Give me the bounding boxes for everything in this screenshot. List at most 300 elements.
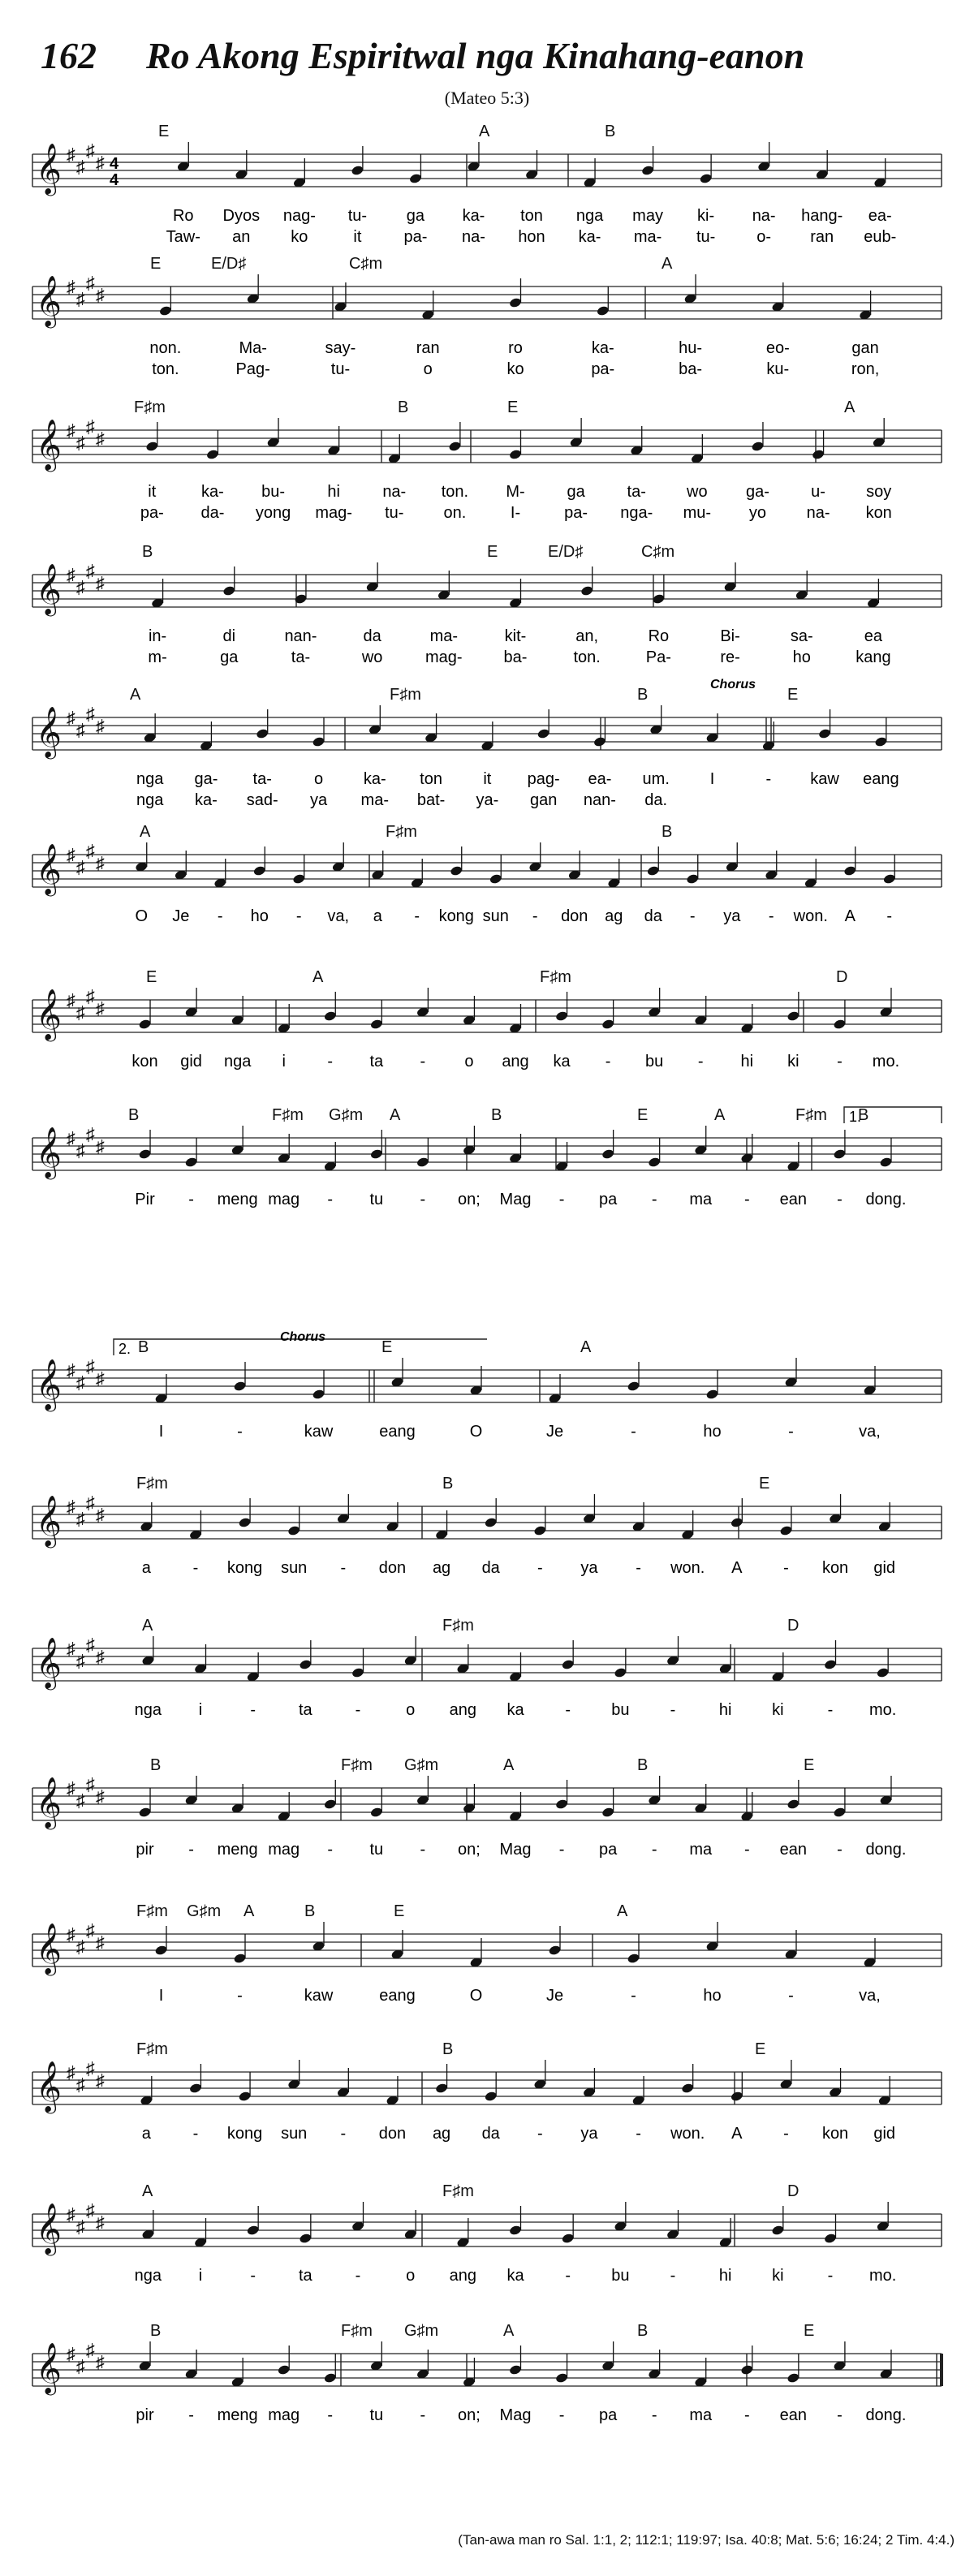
note-head [277, 2364, 291, 2376]
lyric-syllable: - [188, 2406, 194, 2424]
note-head [681, 2083, 695, 2094]
lyric-syllable: bat- [416, 791, 446, 809]
staff-system [32, 543, 942, 666]
lyric-syllable: mag [268, 2406, 300, 2424]
key-sharp: ♯ [96, 998, 105, 1019]
lyric-syllable: na- [752, 207, 776, 225]
lyric-syllable: won. [670, 1559, 705, 1577]
chord-symbol: G♯m [404, 2322, 439, 2340]
note-head [555, 1798, 569, 1810]
note-head [450, 865, 463, 877]
chord-symbol: E [804, 2322, 815, 2340]
lyric-syllable: ka [553, 1053, 571, 1070]
hymn-title: Ro Akong Espiritwal nga Kinahang-eanon [146, 35, 805, 76]
lyric-syllable: ro [508, 339, 523, 357]
lyric-syllable: tu- [330, 360, 351, 378]
lyric-syllable: - [670, 1701, 676, 1719]
lyric-syllable: A [844, 907, 855, 925]
lyric-syllable: nga [134, 2267, 162, 2285]
lyric-syllable: - [768, 907, 774, 925]
treble-clef: 𝄞 [36, 565, 62, 614]
lyric-syllable: - [327, 1053, 334, 1070]
lyric-syllable: ta [298, 2267, 312, 2285]
lyric-syllable: ran [810, 228, 834, 246]
note-head [686, 873, 700, 885]
lyric-syllable: eo- [765, 339, 790, 357]
lyric-syllable: - [689, 907, 696, 925]
note-head [601, 1807, 615, 1818]
lyric-syllable: - [295, 907, 302, 925]
lyric-syllable: na- [382, 483, 407, 501]
staff-system [32, 1330, 942, 1441]
chord-symbol: E [158, 123, 170, 140]
lyric-syllable: dong. [865, 2406, 907, 2424]
lyric-syllable: o- [756, 228, 772, 246]
chord-symbol: B [150, 1756, 162, 1774]
key-sharp: ♯ [86, 986, 95, 1006]
key-sharp: ♯ [86, 2058, 95, 2078]
chord-symbol: E [755, 2040, 766, 2058]
lyric-syllable: na- [806, 504, 830, 522]
lyric-syllable: - [788, 1423, 794, 1441]
lyric-syllable: gid [873, 1559, 896, 1577]
lyric-syllable: - [192, 1559, 199, 1577]
lyric-syllable: nga [134, 1701, 162, 1719]
key-sharp: ♯ [67, 1639, 75, 1659]
key-sharp: ♯ [86, 2200, 95, 2221]
lyric-syllable: ya- [476, 791, 499, 809]
lyric-syllable: kaw [304, 1987, 334, 2005]
chord-symbol: B [304, 1902, 316, 1920]
key-sharp: ♯ [86, 1124, 95, 1144]
treble-clef: 𝄞 [36, 1639, 62, 1687]
key-sharp: ♯ [96, 853, 105, 873]
key-sharp: ♯ [67, 2344, 75, 2364]
staff-system [32, 1902, 942, 2005]
lyric-syllable: gid [873, 2125, 896, 2143]
lyric-syllable: hon [518, 228, 545, 246]
note-head [614, 1667, 627, 1678]
lyric-syllable: kit- [504, 627, 527, 645]
lyric-syllable: o [464, 1053, 474, 1070]
chord-symbol: F♯m [272, 1106, 304, 1124]
lyric-syllable: eub- [864, 228, 897, 246]
chord-symbol: D [787, 1617, 799, 1635]
lyric-syllable: - [188, 1191, 194, 1208]
lyric-syllable: nga [136, 770, 164, 788]
key-sharp: ♯ [86, 140, 95, 161]
lyric-syllable: ka- [195, 791, 218, 809]
key-sharp: ♯ [76, 1936, 85, 1957]
chord-symbol: E/D♯ [548, 543, 584, 561]
lyric-syllable: - [558, 1841, 565, 1859]
key-sharp: ♯ [67, 565, 75, 585]
lyric-syllable: - [636, 1559, 641, 1577]
chord-symbol: B [491, 1106, 502, 1124]
treble-clef: 𝄞 [36, 1360, 62, 1409]
note-head [874, 736, 888, 747]
key-sharp: ♯ [76, 577, 85, 597]
note-head [484, 1517, 498, 1528]
lyric-syllable: I [709, 770, 715, 788]
key-sharp: ♯ [86, 1635, 95, 1655]
lyric-syllable: an [232, 228, 251, 246]
note-head [699, 173, 713, 184]
key-sharp: ♯ [76, 2356, 85, 2376]
lyric-syllable: nag- [282, 207, 316, 225]
chord-symbol: C♯m [641, 543, 675, 561]
lyric-syllable: ya [723, 907, 741, 925]
key-sharp: ♯ [76, 1140, 85, 1161]
ending-number: 2. [119, 1341, 131, 1357]
note-head [409, 173, 423, 184]
key-sharp: ♯ [96, 2352, 105, 2372]
lyric-syllable: ton. [441, 483, 469, 501]
note-head [246, 2225, 260, 2236]
lyric-syllable: won. [793, 907, 828, 925]
key-sharp: ♯ [67, 277, 75, 297]
lyric-syllable: - [670, 2267, 676, 2285]
lyric-syllable: ta- [291, 648, 311, 666]
lyric-syllable: tu [369, 1191, 384, 1208]
lyric-syllable: - [743, 2406, 750, 2424]
lyric-syllable: ma- [360, 791, 390, 809]
key-sharp: ♯ [86, 2340, 95, 2360]
lyric-syllable: - [558, 2406, 565, 2424]
chord-symbol: B [662, 823, 673, 841]
lyric-syllable: eang [379, 1987, 416, 2005]
lyric-syllable: - [837, 2406, 843, 2424]
treble-clef: 𝄞 [36, 420, 62, 469]
note-head [509, 2364, 523, 2376]
note-head [646, 865, 660, 877]
lyric-syllable: - [192, 2125, 199, 2143]
note-head [593, 736, 607, 747]
lyric-syllable: mo. [868, 2267, 897, 2285]
lyric-syllable: - [565, 1701, 571, 1719]
treble-clef: 𝄞 [36, 1924, 62, 1973]
chord-symbol: B [150, 2322, 162, 2340]
lyric-syllable: mo. [872, 1053, 900, 1070]
lyric-syllable: - [250, 2267, 256, 2285]
key-sharp: ♯ [96, 153, 105, 173]
lyric-syllable: ho [792, 648, 811, 666]
chord-symbol: E [507, 398, 519, 416]
scripture-reference: (Mateo 5:3) [444, 88, 530, 108]
key-sharp: ♯ [86, 704, 95, 724]
lyric-syllable: - [837, 1053, 843, 1070]
key-sharp: ♯ [96, 2070, 105, 2091]
note-head [287, 1525, 301, 1536]
lyric-syllable: ean [779, 1191, 808, 1208]
lyric-syllable: u- [811, 483, 825, 501]
lyric-syllable: mu- [683, 504, 712, 522]
lyric-syllable: pa [598, 1841, 618, 1859]
note-head [751, 441, 765, 452]
lyric-syllable: Taw- [166, 228, 200, 246]
lyric-syllable: - [188, 1841, 194, 1859]
lyric-syllable: non. [149, 339, 182, 357]
lyric-syllable: pa- [564, 504, 588, 522]
lyric-syllable: i [198, 2267, 203, 2285]
lyric-syllable: nga [223, 1053, 252, 1070]
lyric-syllable: ma- [429, 627, 459, 645]
treble-clef: 𝄞 [36, 1128, 62, 1177]
lyric-syllable: O [469, 1987, 483, 2005]
chord-symbol: C♯m [349, 255, 383, 273]
lyric-syllable: don [378, 2125, 407, 2143]
chord-symbol: F♯m [442, 2182, 474, 2200]
note-head [238, 1517, 252, 1528]
key-sharp: ♯ [67, 1128, 75, 1148]
key-sharp: ♯ [67, 1778, 75, 1798]
lyric-syllable: ko [506, 360, 524, 378]
note-head [771, 2225, 785, 2236]
note-head [787, 1010, 800, 1022]
lyric-syllable: - [237, 1987, 243, 2005]
lyric-syllable: ag [432, 1559, 451, 1577]
lyric-syllable: mag- [315, 504, 352, 522]
lyric-syllable: sun [482, 907, 509, 925]
lyric-syllable: o [423, 360, 433, 378]
chord-symbol: F♯m [134, 398, 166, 416]
note-head [233, 1953, 247, 1964]
note-head [323, 2372, 337, 2384]
lyric-syllable: I [158, 1987, 164, 2005]
note-head [580, 585, 594, 597]
chord-symbol: B [637, 686, 649, 704]
lyric-syllable: Pa- [645, 648, 671, 666]
lyric-syllable: a [141, 1559, 151, 1577]
lyric-syllable: um. [642, 770, 670, 788]
note-head [824, 2233, 838, 2244]
note-head [448, 441, 462, 452]
lyric-syllable: o [313, 770, 324, 788]
lyric-syllable: - [537, 2125, 543, 2143]
lyric-syllable: ran [416, 339, 440, 357]
key-sharp: ♯ [86, 273, 95, 293]
key-sharp: ♯ [67, 420, 75, 441]
key-sharp: ♯ [96, 1786, 105, 1807]
time-signature-top: 4 [110, 155, 119, 173]
lyric-syllable: ma [689, 1841, 713, 1859]
lyric-syllable: on. [443, 504, 467, 522]
lyric-syllable: Pag- [235, 360, 270, 378]
lyric-syllable: - [420, 1053, 426, 1070]
chord-symbol: E [637, 1106, 649, 1124]
note-head [555, 2372, 569, 2384]
lyric-syllable: da- [200, 504, 225, 522]
note-head [145, 441, 159, 452]
lyric-syllable: - [250, 1701, 256, 1719]
lyric-syllable: ang [449, 2267, 477, 2285]
chord-symbol: A [662, 255, 673, 273]
lyric-syllable: - [783, 1559, 789, 1577]
chord-symbol: B [398, 398, 409, 416]
lyric-syllable: kon [821, 1559, 849, 1577]
lyric-syllable: eang [379, 1423, 416, 1441]
lyric-syllable: kon [821, 2125, 849, 2143]
lyric-syllable: Je [545, 1423, 564, 1441]
lyric-syllable: ki [787, 1053, 799, 1070]
note-head [351, 1667, 365, 1678]
chord-symbol: F♯m [540, 968, 571, 986]
lyric-syllable: - [327, 2406, 334, 2424]
note-head [159, 305, 173, 317]
staff-system [32, 678, 942, 809]
lyric-syllable: - [827, 2267, 834, 2285]
lyric-syllable: tu- [347, 207, 368, 225]
staff-system [32, 2040, 942, 2143]
lyric-syllable: ka- [591, 339, 614, 357]
lyric-syllable: - [355, 2267, 361, 2285]
lyric-syllable: yong [255, 504, 291, 522]
chord-symbol: E [146, 968, 157, 986]
chord-symbol: A [142, 1617, 153, 1635]
lyric-syllable: on; [458, 1841, 481, 1859]
lyric-syllable: ma [689, 1191, 713, 1208]
lyric-syllable: - [886, 907, 893, 925]
treble-clef: 𝄞 [36, 2344, 62, 2393]
note-head [435, 2083, 449, 2094]
treble-clef: 𝄞 [36, 277, 62, 325]
note-head [561, 1659, 575, 1670]
lyric-syllable: bu [645, 1053, 664, 1070]
footer-references: (Tan-awa man ro Sal. 1:1, 2; 112:1; 119:97; Isa. 40:8; Mat. 5:6; 16:24; 2 Tim. 4:4.) [458, 2532, 955, 2548]
lyric-syllable: it [353, 228, 362, 246]
chord-symbol: B [442, 2040, 454, 2058]
key-sharp: ♯ [67, 144, 75, 165]
treble-clef: 𝄞 [36, 1497, 62, 1545]
chord-symbol: F♯m [136, 2040, 168, 2058]
note-head [323, 1010, 337, 1022]
note-head [351, 165, 364, 176]
staff-system [32, 398, 942, 522]
lyric-syllable: ron, [851, 360, 880, 378]
note-head [548, 1945, 562, 1956]
lyric-syllable: - [651, 2406, 657, 2424]
key-sharp: ♯ [76, 1509, 85, 1529]
lyric-syllable: ba- [679, 360, 703, 378]
lyric-syllable: pa- [403, 228, 428, 246]
lyric-syllable: on; [458, 2406, 481, 2424]
lyric-syllable: say- [325, 339, 356, 357]
chord-symbol: D [787, 2182, 799, 2200]
chord-symbol: A [580, 1338, 592, 1356]
lyric-syllable: ka [506, 1701, 524, 1719]
key-sharp: ♯ [67, 2204, 75, 2225]
lyric-syllable: Je [172, 907, 190, 925]
key-sharp: ♯ [96, 429, 105, 449]
key-sharp: ♯ [76, 2216, 85, 2237]
chord-symbol: B [637, 1756, 649, 1774]
key-sharp: ♯ [96, 2212, 105, 2233]
lyric-syllable: ean [779, 1841, 808, 1859]
lyric-syllable: soy [866, 483, 892, 501]
lyric-syllable: bu- [261, 483, 285, 501]
lyric-syllable: ho [250, 907, 269, 925]
lyric-syllable: - [217, 907, 223, 925]
lyric-syllable: a [141, 2125, 151, 2143]
staff-system [32, 968, 942, 1070]
key-sharp: ♯ [86, 841, 95, 861]
note-head [555, 1010, 569, 1022]
chord-symbol: F♯m [341, 1756, 373, 1774]
lyric-syllable: i [198, 1701, 203, 1719]
lyric-syllable: in- [148, 627, 167, 645]
lyric-syllable: ku- [766, 360, 790, 378]
lyric-syllable: - [327, 1191, 334, 1208]
lyric-syllable: va, [859, 1423, 881, 1441]
chord-symbol: F♯m [795, 1106, 827, 1124]
lyric-syllable: - [340, 1559, 347, 1577]
lyric-syllable: ka- [462, 207, 485, 225]
lyric-syllable: - [765, 770, 772, 788]
chord-symbol: F♯m [341, 2322, 373, 2340]
chord-symbol: F♯m [386, 823, 417, 841]
note-head [238, 2091, 252, 2102]
lyric-syllable: ka [506, 2267, 524, 2285]
lyric-syllable: A [731, 2125, 743, 2143]
lyric-syllable: va, [327, 907, 350, 925]
lyric-syllable: - [605, 1053, 611, 1070]
lyric-syllable: wo [687, 483, 708, 501]
note-head [596, 305, 610, 317]
lyric-syllable: - [743, 1191, 750, 1208]
chord-symbol: F♯m [136, 1475, 168, 1493]
key-sharp: ♯ [76, 433, 85, 453]
lyric-syllable: ta- [252, 770, 272, 788]
key-sharp: ♯ [86, 1356, 95, 1376]
note-head [256, 728, 269, 739]
lyric-syllable: ang [502, 1053, 529, 1070]
lyric-syllable: tu- [385, 504, 404, 522]
chord-symbol: D [836, 968, 848, 986]
note-head [824, 1659, 838, 1670]
lyric-syllable: Mag [499, 2406, 532, 2424]
lyric-syllable: ta- [627, 483, 646, 501]
lyric-syllable: on; [458, 1191, 481, 1208]
chord-symbol: E [759, 1475, 770, 1493]
note-head [370, 1148, 384, 1160]
lyric-syllable: - [697, 1053, 704, 1070]
lyric-syllable: hi [718, 2267, 732, 2285]
lyric-syllable: re- [720, 648, 740, 666]
note-head [537, 728, 550, 739]
lyric-syllable: - [651, 1841, 657, 1859]
lyric-syllable: - [636, 2125, 641, 2143]
lyric-syllable: - [788, 1987, 794, 2005]
lyric-syllable: yo [748, 504, 767, 522]
chord-symbol: B [605, 123, 616, 140]
lyric-syllable: pa- [140, 504, 164, 522]
note-head [138, 1807, 152, 1818]
note-head [233, 1381, 247, 1392]
key-sharp: ♯ [96, 1505, 105, 1525]
chord-symbol: A [244, 1902, 255, 1920]
lyric-syllable: - [327, 1841, 334, 1859]
lyric-syllable: kaw [304, 1423, 334, 1441]
treble-clef: 𝄞 [36, 1778, 62, 1827]
lyric-syllable: ea- [868, 207, 892, 225]
lyric-syllable: ho [703, 1987, 722, 2005]
lyric-syllable: ya [580, 2125, 598, 2143]
note-head [138, 1148, 152, 1160]
lyric-syllable: I [158, 1423, 164, 1441]
chord-symbol: A [140, 823, 151, 841]
lyric-syllable: ang [449, 1701, 477, 1719]
note-head [779, 1525, 793, 1536]
